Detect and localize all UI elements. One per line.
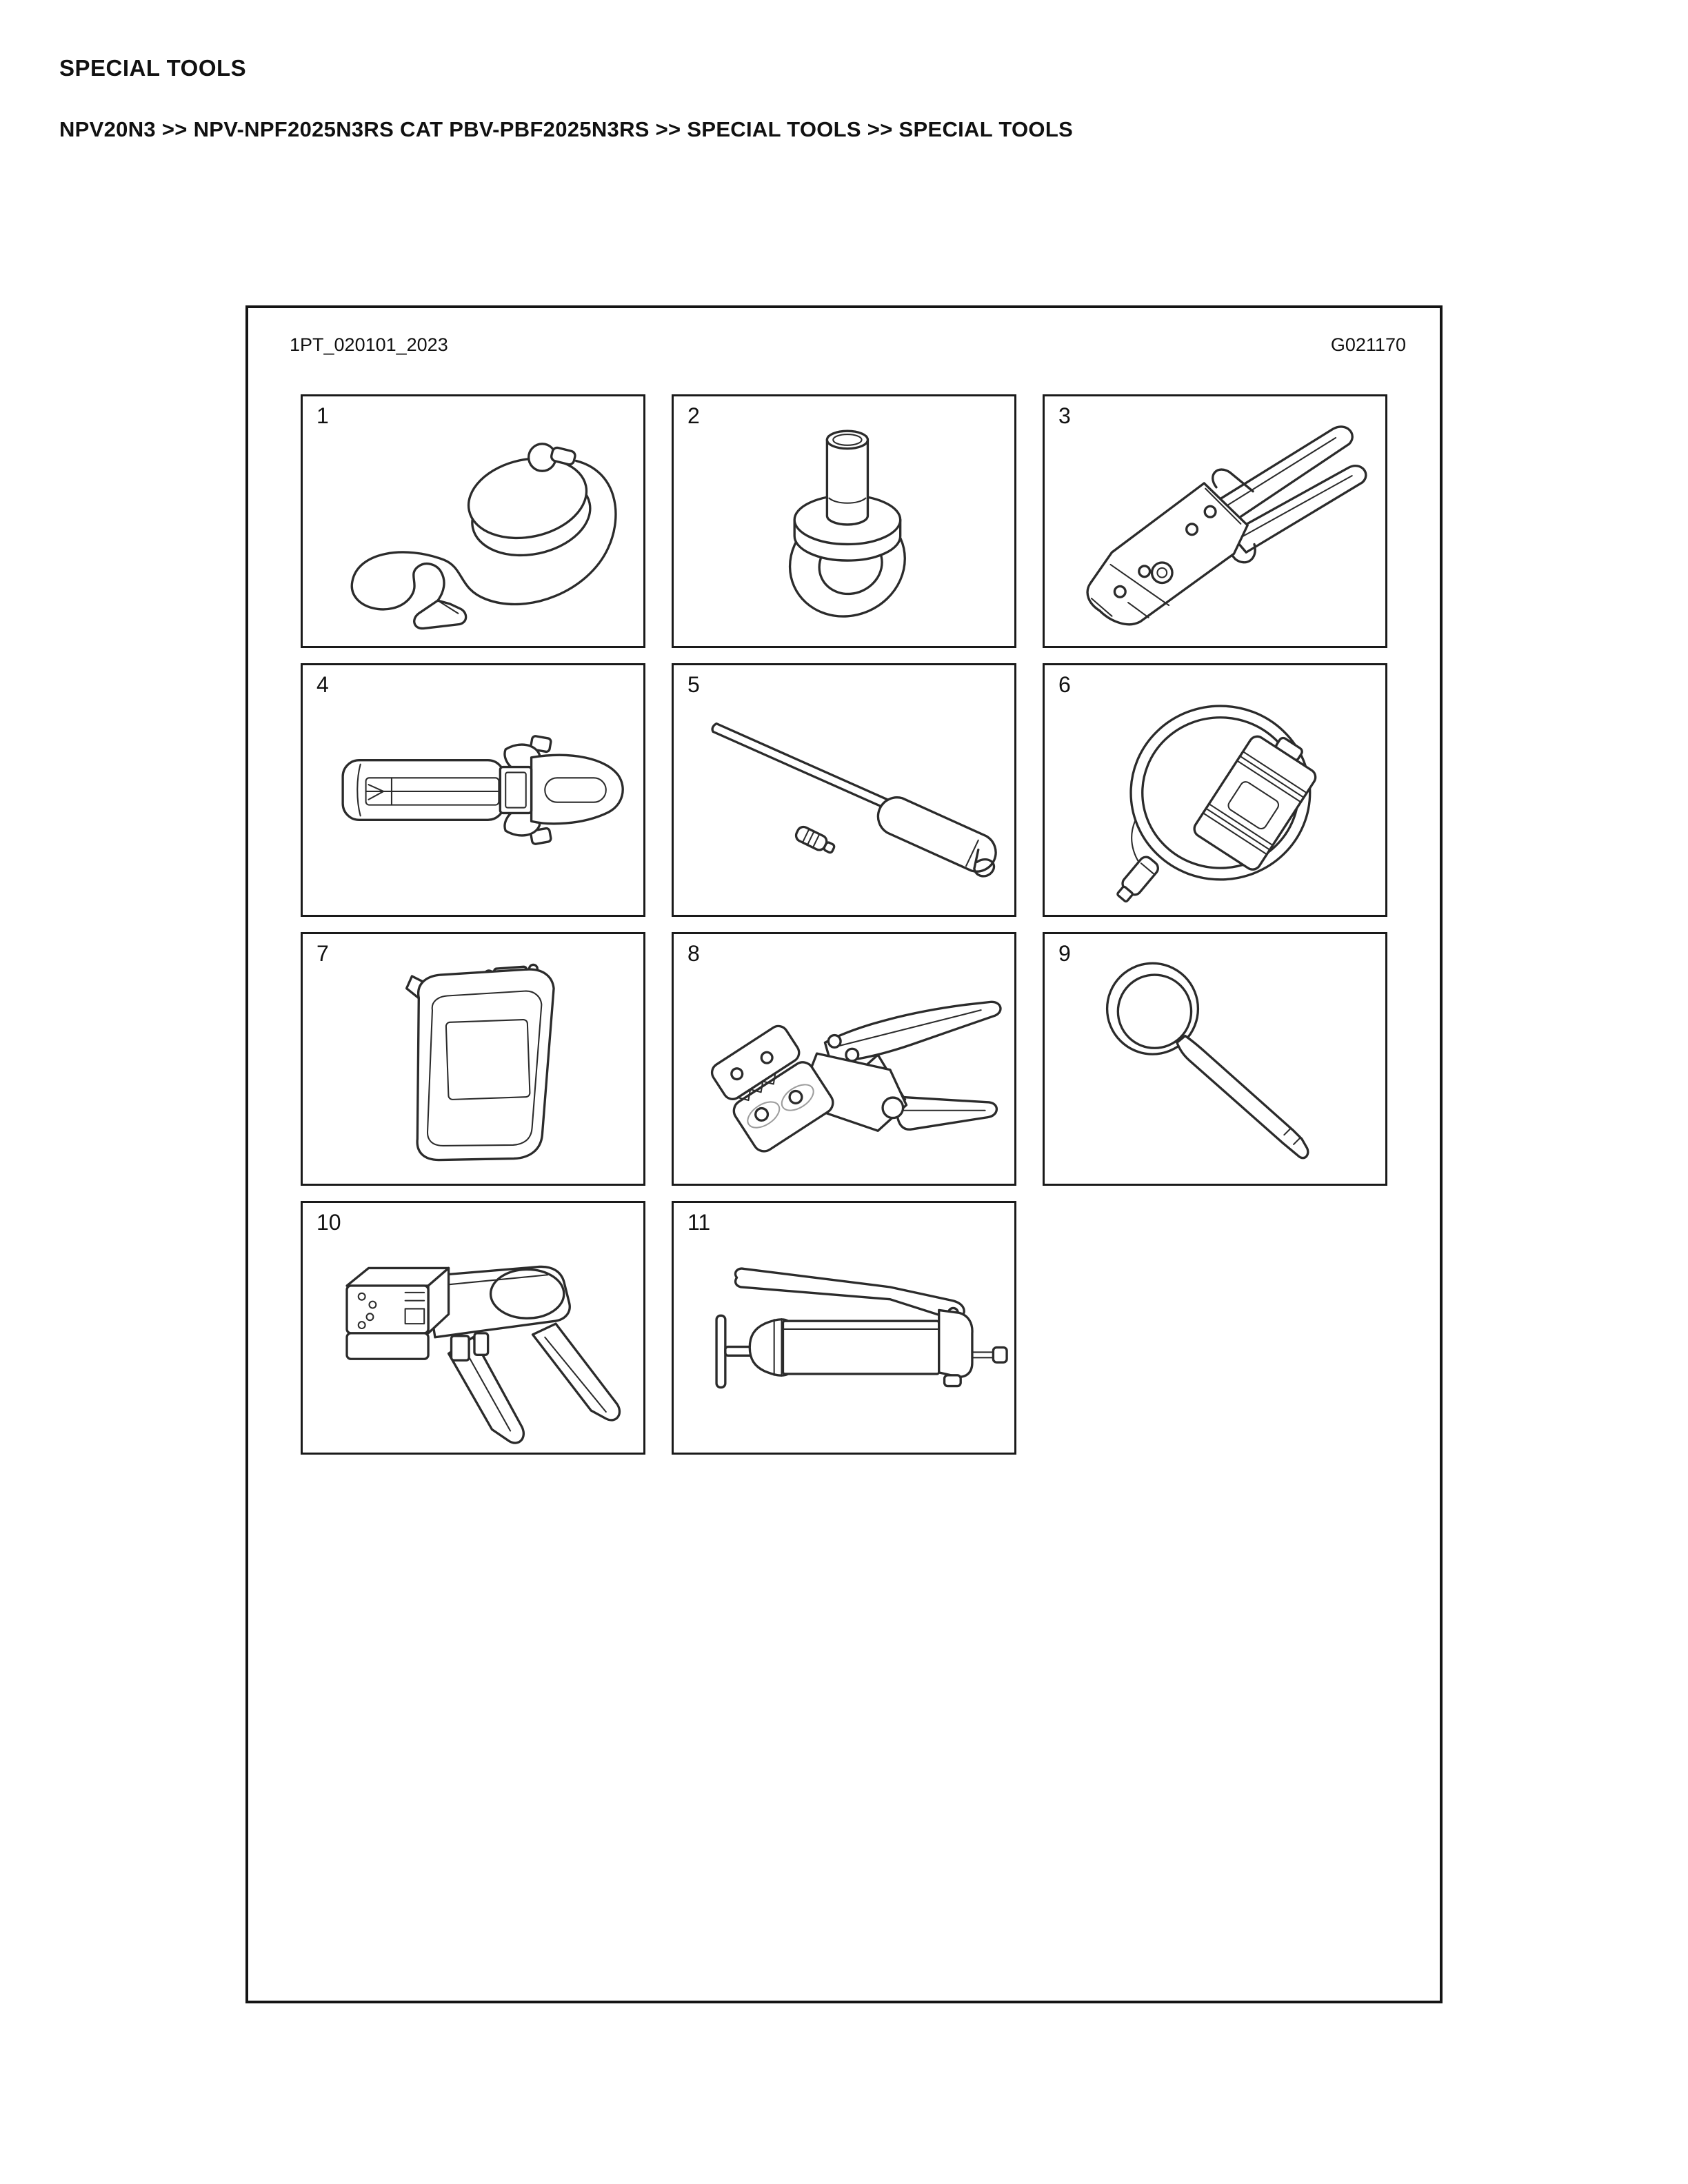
- tool-number: 4: [316, 672, 329, 697]
- crimping-pliers-icon: [1045, 396, 1385, 646]
- tool-cell-6: [1043, 663, 1387, 917]
- page-title: SPECIAL TOOLS: [59, 55, 247, 81]
- tool-number: 6: [1058, 672, 1071, 697]
- tool-number: 2: [687, 403, 700, 428]
- tool-number: 11: [687, 1210, 711, 1235]
- tool-number: 7: [316, 941, 329, 966]
- tool-cell-1: [301, 394, 645, 648]
- tool-cell-4: [301, 663, 645, 917]
- gun-type-crimper-icon: [303, 1203, 643, 1453]
- tool-cell-2: [672, 394, 1016, 648]
- tool-number: 3: [1058, 403, 1071, 428]
- tool-cell-8: [672, 932, 1016, 1186]
- tool-cell-5: [672, 663, 1016, 917]
- probe-rod-terminal-icon: [674, 665, 1014, 915]
- tool-cell-10: [301, 1201, 645, 1455]
- tool-number: 1: [316, 403, 329, 428]
- tool-cell-11: [672, 1201, 1016, 1455]
- tool-number: 5: [687, 672, 700, 697]
- terminal-extraction-tool-icon: [303, 665, 643, 915]
- tool-cell-9: [1043, 932, 1387, 1186]
- eye-bolt-icon: [674, 396, 1014, 646]
- breadcrumb: NPV20N3 >> NPV-NPF2025N3RS CAT PBV-PBF2025N3RS >> SPECIAL TOOLS >> SPECIAL TOOLS: [59, 117, 1074, 141]
- handheld-tester-icon: [303, 934, 643, 1184]
- grease-gun-icon: [674, 1203, 1014, 1453]
- tool-number: 10: [316, 1210, 341, 1235]
- tool-number: 8: [687, 941, 700, 966]
- diagnostic-cable-icon: [1045, 665, 1385, 915]
- angled-crimping-pliers-icon: [674, 934, 1014, 1184]
- wrist-strap-cord-clip-icon: [303, 396, 643, 646]
- figure-graphic-id: G021170: [1330, 334, 1406, 355]
- ring-pull-pin-icon: [1045, 934, 1385, 1184]
- tool-cell-3: [1043, 394, 1387, 648]
- figure-frame: [245, 305, 1443, 2003]
- tool-number: 9: [1058, 941, 1071, 966]
- tool-cell-7: [301, 932, 645, 1186]
- figure-doc-code: 1PT_020101_2023: [290, 334, 448, 355]
